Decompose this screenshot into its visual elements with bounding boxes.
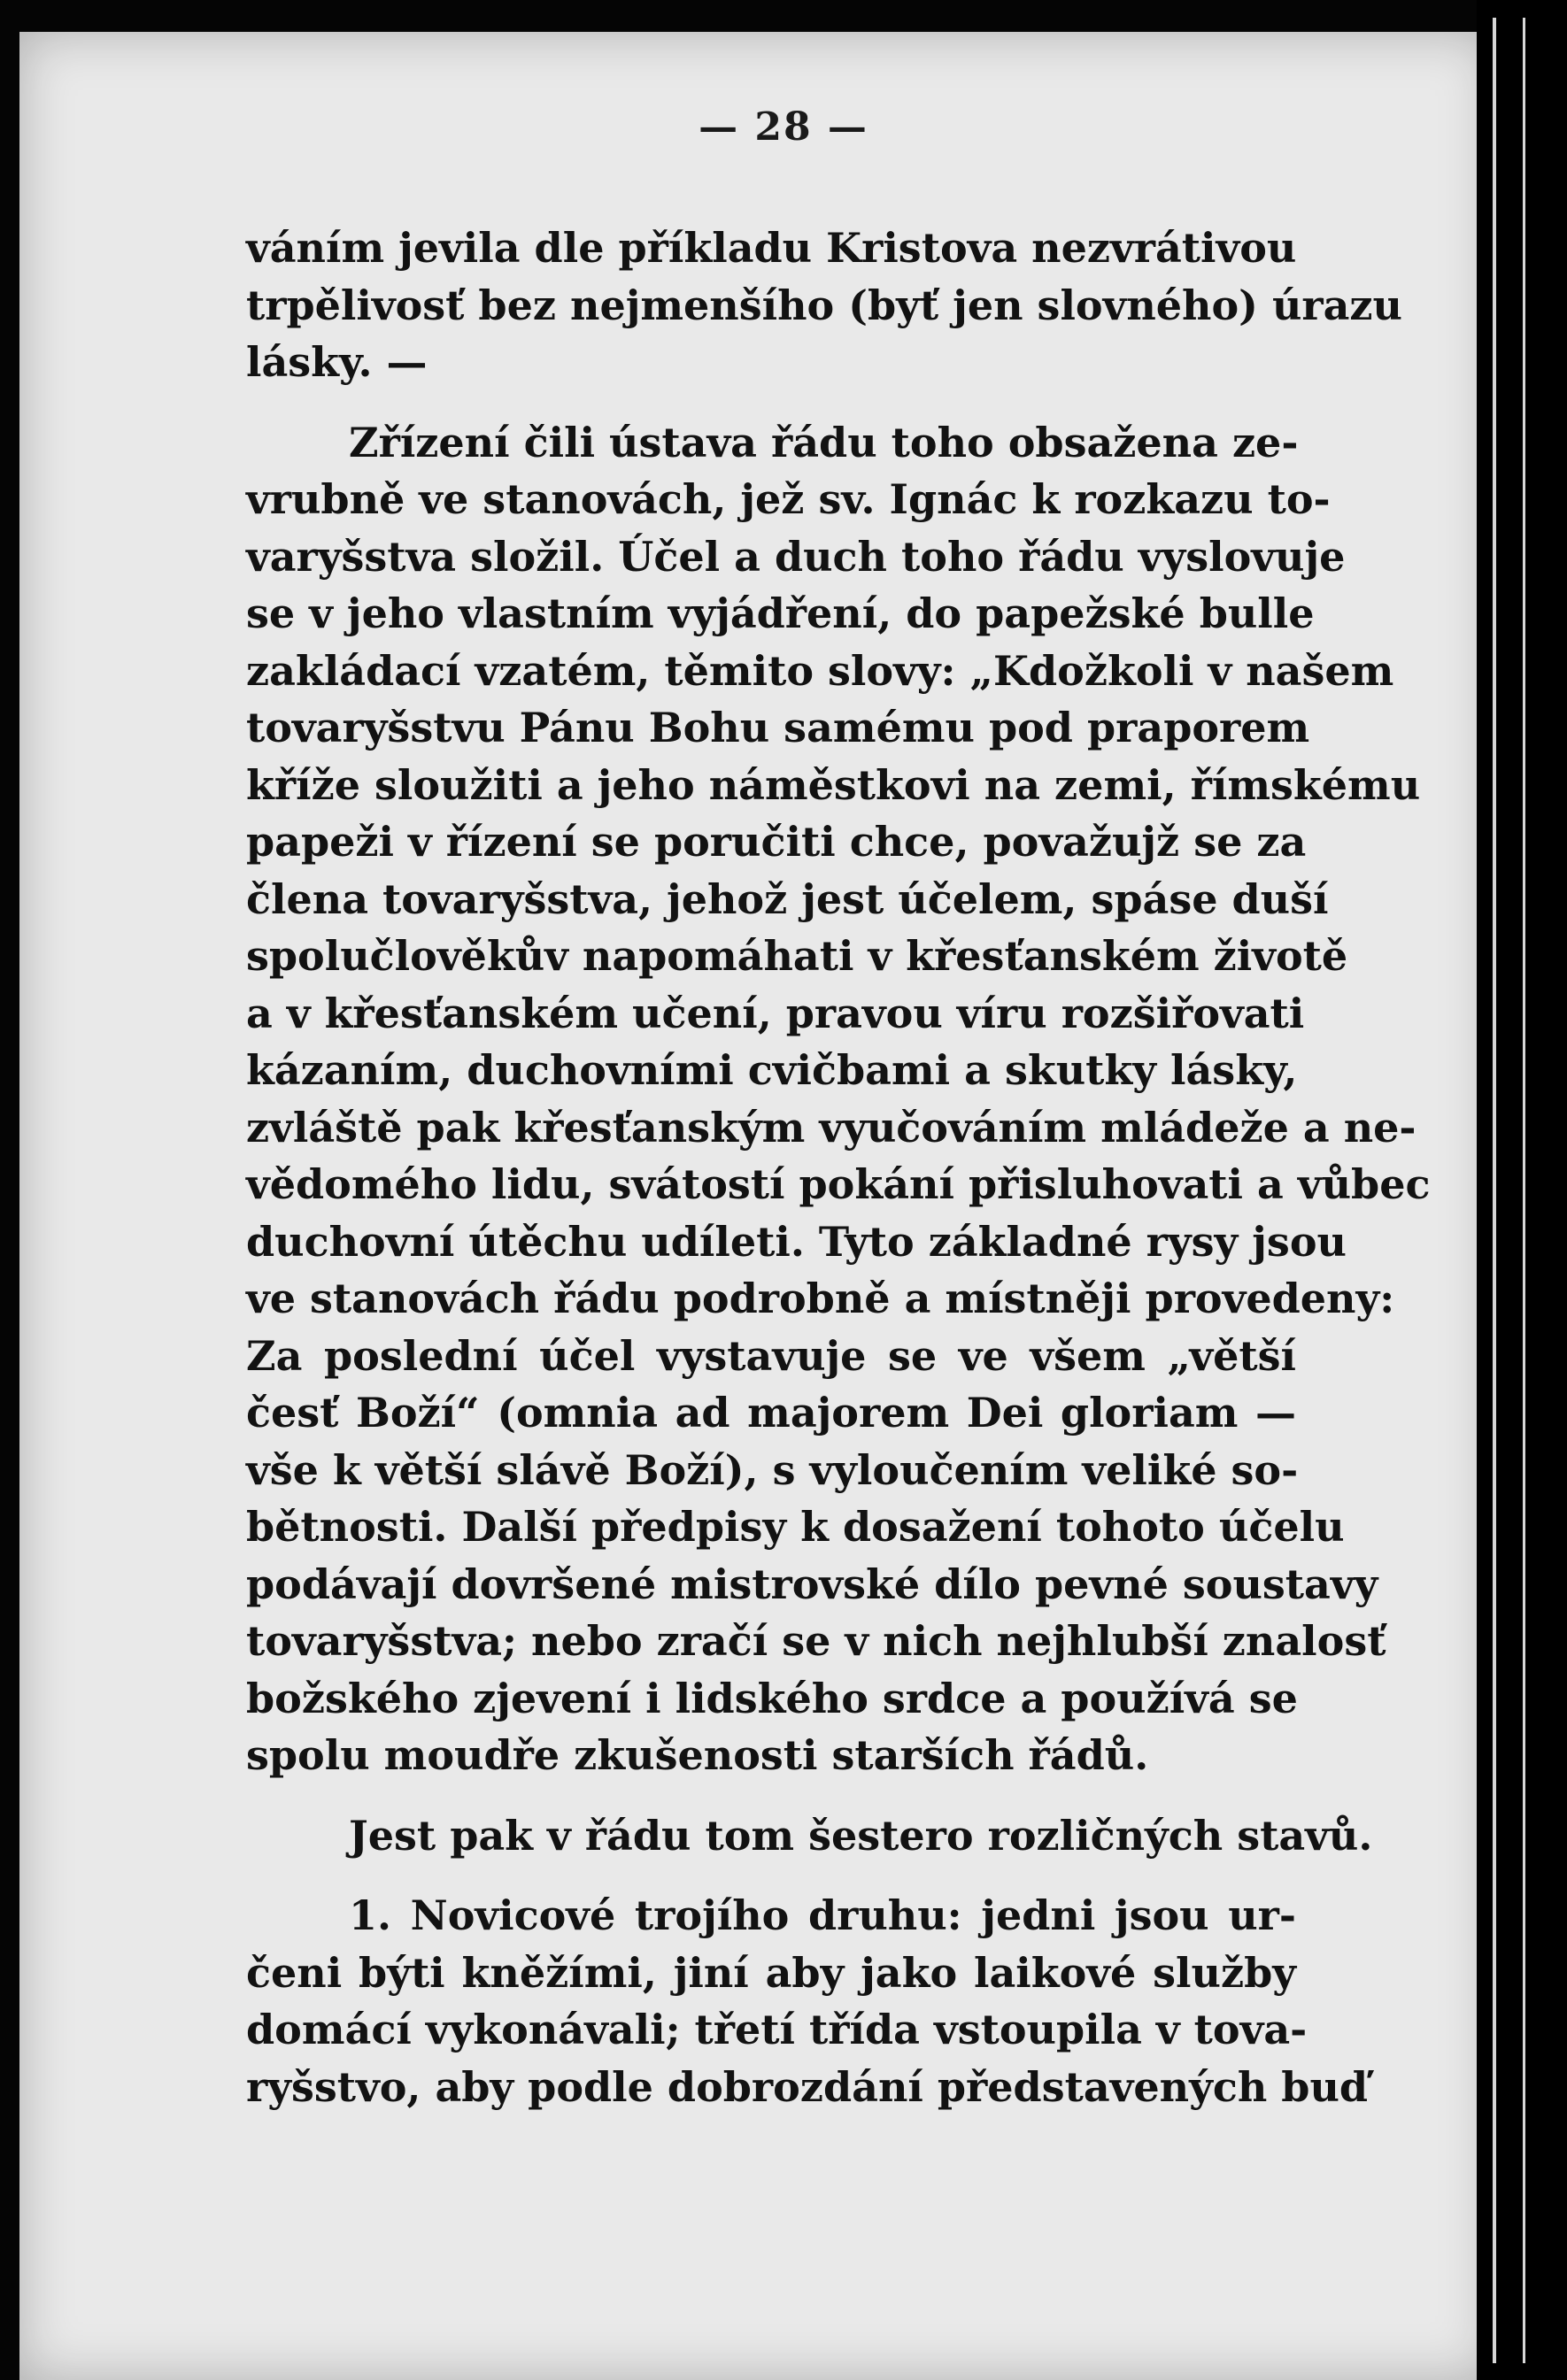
text-line: Za poslední účel vystavuje se ve všem „větší <box>246 1331 1296 1380</box>
paragraph <box>246 414 1431 1784</box>
text-line: podávají dovršené mistrovské dílo pevné soustavy <box>246 1560 1378 1608</box>
text-line: bětnosti. Další předpisy k dosažení tohoto účelu <box>246 1503 1345 1551</box>
text-line: kříže sloužiti a jeho náměstkovi na zemi, římskému <box>246 760 1421 809</box>
text-line: česť Boží“ (omnia ad majorem Dei gloriam — <box>246 1389 1296 1436</box>
page-number: — 28 — <box>699 104 868 150</box>
text-line: božského zjevení i lidského srdce a používá se <box>246 1674 1298 1722</box>
text-line: Jest pak v řádu tom šestero rozličných stavů. <box>349 1811 1373 1860</box>
text-line: tovaryšstva; nebo zračí se v nich nejhlubší znalosť <box>246 1617 1386 1665</box>
text-line: domácí vykonávali; třetí třída vstoupila v tova- <box>246 2006 1308 2053</box>
paragraph <box>246 220 1402 391</box>
paragraph-gap <box>246 391 1296 414</box>
body-text <box>246 220 1431 2115</box>
text-line: vědomého lidu, svátostí pokání přisluhovati a vůbec <box>246 1160 1431 1208</box>
paragraph <box>246 1887 1369 2115</box>
text-line: a v křesťanském učení, pravou víru rozšiřovati <box>246 989 1305 1037</box>
text-line: Zřízení čili ústava řádu toho obsažena ze- <box>349 418 1299 466</box>
text-line: zvláště pak křesťanským vyučováním mládeže a ne- <box>246 1103 1416 1151</box>
text-line: ve stanovách řádu podrobně a místněji provedeny: <box>246 1275 1395 1322</box>
paragraph-gap <box>246 1864 1296 1887</box>
text-line: spolučlověkův napomáhati v křesťanském životě <box>246 932 1348 980</box>
text-line: se v jeho vlastním vyjádření, do papežské bulle <box>246 589 1315 637</box>
text-line: tovaryšstvu Pánu Bohu samému pod praporem <box>246 704 1310 751</box>
text-line: lásky. — <box>246 338 428 386</box>
text-line: trpělivosť bez nejmenšího (byť jen slovného) úrazu <box>246 281 1402 329</box>
text-line: 1. Novicové trojího druhu: jedni jsou ur- <box>349 1891 1296 1939</box>
text-line: kázaním, duchovními cvičbami a skutky lásky, <box>246 1046 1298 1094</box>
text-line: váním jevila dle příkladu Kristova nezvrátivou <box>246 224 1297 272</box>
text-line: vše k větší slávě Boží), s vyloučením veliké so- <box>246 1445 1299 1494</box>
text-line: zakládací vzatém, těmito slovy: „Kdožkoli v našem <box>246 646 1394 695</box>
text-line: papeži v řízení se poručiti chce, považujž se za <box>246 818 1307 866</box>
text-line: varyšstva složil. Účel a duch toho řádu vyslovuje <box>246 532 1346 581</box>
page-edge-line <box>1493 18 1496 2363</box>
text-line: spolu moudře zkušenosti starších řádů. <box>246 1731 1149 1779</box>
paragraph <box>246 1807 1373 1865</box>
text-line: ryšstvo, aby podle dobrozdání představených buď <box>246 2062 1369 2111</box>
paragraph-gap <box>246 1784 1296 1807</box>
page-edge-shadow <box>1477 0 1567 2380</box>
text-line: člena tovaryšstva, jehož jest účelem, spáse duší <box>246 874 1329 923</box>
text-line: duchovní útěchu udíleti. Tyto základné rysy jsou <box>246 1217 1347 1266</box>
text-line: čeni býti kněžími, jiní aby jako laikové služby <box>246 1948 1296 1997</box>
page-edge-line <box>1523 18 1525 2363</box>
text-line: vrubně ve stanovách, jež sv. Ignác k rozkazu to- <box>246 475 1331 523</box>
